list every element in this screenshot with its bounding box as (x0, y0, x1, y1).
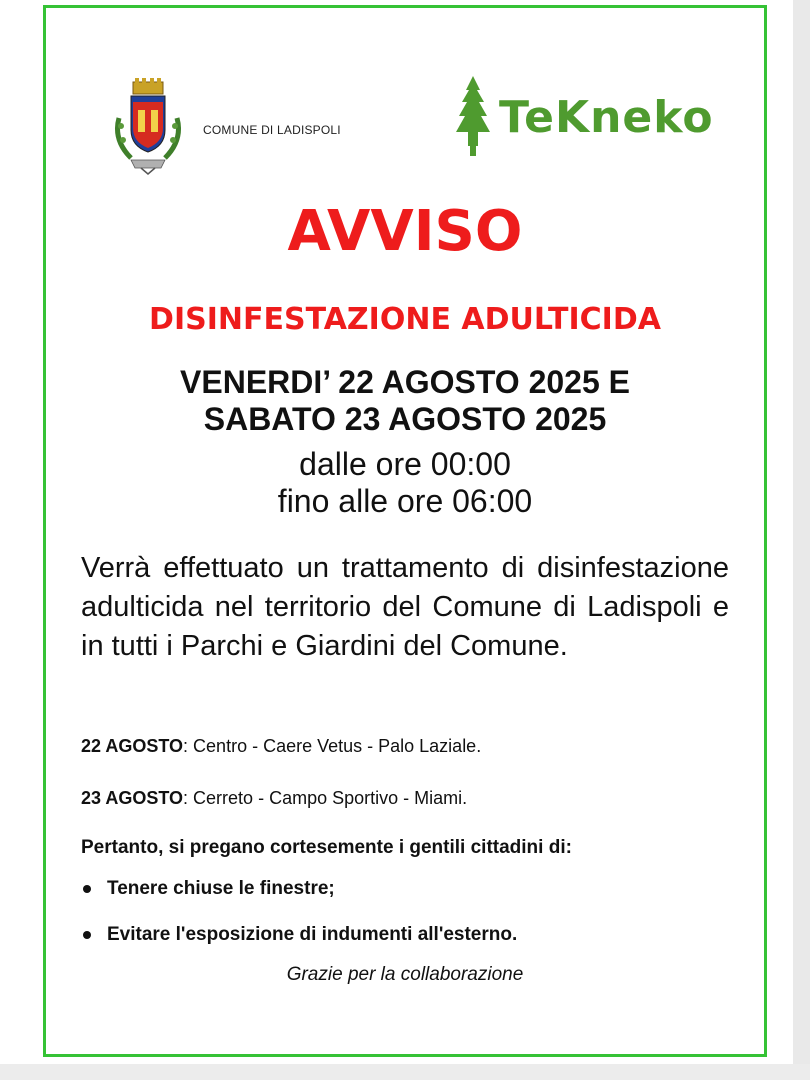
coat-of-arms-icon (111, 78, 185, 176)
notice-title: AVVISO (287, 199, 523, 264)
bullet-icon (83, 885, 91, 893)
notice-description: Verrà effettuato un trattamento di disinfestazione adulticida nel territorio del Comune di Ladispoli e in tutti i Parchi e Giardini del Comune. (81, 552, 729, 662)
request-item (81, 925, 517, 944)
schedule-day: 23 AGOSTO (81, 788, 184, 808)
request-item (81, 879, 335, 898)
date-line: VENERDI’ 22 AGOSTO 2025 E (180, 364, 630, 400)
time-line: fino alle ore 06:00 (277, 483, 533, 519)
date-line: SABATO 23 AGOSTO 2025 (203, 401, 607, 437)
time-line: dalle ore 00:00 (299, 446, 511, 482)
page-edge (0, 1064, 810, 1080)
pine-tree-icon (450, 76, 496, 158)
company-logo: TeKneko (499, 92, 714, 143)
request-item-text: Evitare l'esposizione di indumenti all'esterno. (107, 924, 518, 945)
request-item-text: Tenere chiuse le finestre; (107, 878, 335, 899)
bullet-icon (83, 931, 91, 939)
schedule-item (81, 737, 481, 755)
schedule-day: 22 AGOSTO (81, 736, 184, 756)
request-intro: Pertanto, si pregano cortesemente i gentili cittadini di: (81, 837, 572, 858)
schedule-areas: : Cerreto - Campo Sportivo - Miami. (183, 788, 468, 808)
municipality-name: COMUNE DI LADISPOLI (203, 123, 341, 137)
schedule-areas: : Centro - Caere Vetus - Palo Laziale. (183, 736, 482, 756)
schedule-item (81, 789, 467, 807)
closing-note: Grazie per la collaborazione (286, 964, 524, 985)
page-edge (793, 0, 810, 1080)
notice-subtitle: DISINFESTAZIONE ADULTICIDA (149, 302, 661, 337)
